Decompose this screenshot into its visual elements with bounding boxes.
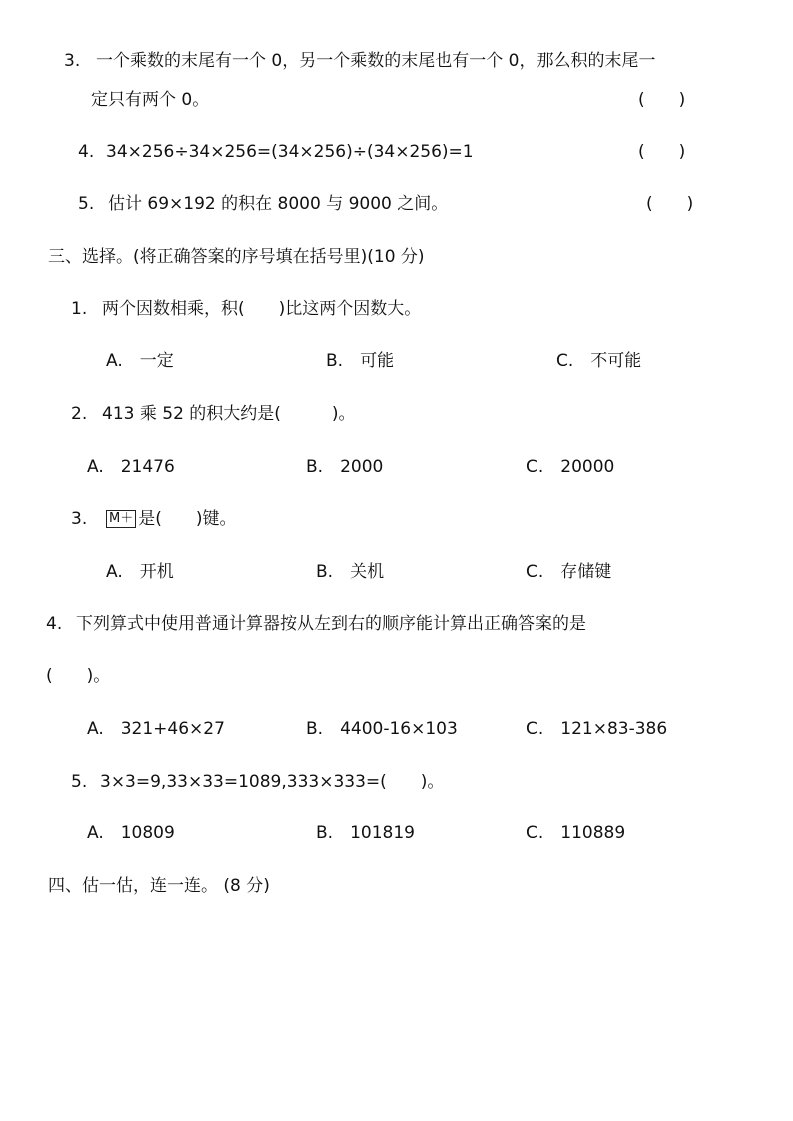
judge-q5-text: 估计 69×192 的积在 8000 与 9000 之间。 (108, 194, 449, 214)
choice-q1-option-a[interactable]: A. 一定 (106, 351, 174, 371)
choice-q4-option-a[interactable]: A. 321+46×27 (87, 719, 225, 739)
choice-q4-number: 4. (46, 614, 63, 634)
judge-q5-number: 5. (78, 194, 95, 214)
choice-q5-option-a[interactable]: A. 10809 (87, 823, 175, 843)
choice-q5-option-b[interactable]: B. 101819 (316, 823, 415, 843)
judge-q3-text-line1: 一个乘数的末尾有一个 0，另一个乘数的末尾也有一个 0，那么积的末尾一 (96, 51, 656, 71)
choice-q2-number: 2. (71, 404, 88, 424)
choice-q5-text: 3×3=9,33×33=1089,333×333=( )。 (100, 772, 445, 792)
choice-q2-option-a[interactable]: A. 21476 (87, 457, 175, 477)
choice-q3-option-c[interactable]: C. 存储键 (526, 562, 612, 582)
choice-q1-text: 两个因数相乘，积( )比这两个因数大。 (102, 299, 422, 319)
judge-q3-number: 3. (64, 51, 81, 71)
choice-q1-option-c[interactable]: C. 不可能 (556, 351, 642, 371)
choice-q4-option-b[interactable]: B. 4400-16×103 (306, 719, 458, 739)
section-3-title: 三、选择。(将正确答案的序号填在括号里)(10 分) (48, 247, 425, 267)
choice-q3-text: 是( )键。 (138, 509, 237, 529)
choice-q4-answer-paren[interactable]: ( )。 (46, 666, 111, 686)
choice-q2-option-c[interactable]: C. 20000 (526, 457, 615, 477)
choice-q3-option-a[interactable]: A. 开机 (106, 562, 174, 582)
choice-q2-text: 413 乘 52 的积大约是( )。 (102, 404, 356, 424)
choice-q5-option-c[interactable]: C. 110889 (526, 823, 626, 843)
judge-q4-text: 34×256÷34×256=(34×256)÷(34×256)=1 (106, 142, 474, 162)
choice-q1-option-b[interactable]: B. 可能 (326, 351, 395, 371)
choice-q3-option-b[interactable]: B. 关机 (316, 562, 385, 582)
choice-q3-number: 3. (71, 509, 88, 529)
judge-q3-answer-paren[interactable]: ( ) (638, 90, 686, 110)
judge-q3-text-line2: 定只有两个 0。 (91, 90, 210, 110)
section-4-title: 四、估一估，连一连。 (8 分) (48, 876, 270, 896)
choice-q4-option-c[interactable]: C. 121×83-386 (526, 719, 668, 739)
judge-q4-answer-paren[interactable]: ( ) (638, 142, 686, 162)
judge-q5-answer-paren[interactable]: ( ) (646, 194, 694, 214)
choice-q3-line (106, 508, 236, 530)
judge-q4-number: 4. (78, 142, 95, 162)
choice-q1-number: 1. (71, 299, 88, 319)
choice-q2-option-b[interactable]: B. 2000 (306, 457, 384, 477)
choice-q4-text: 下列算式中使用普通计算器按从左到右的顺序能计算出正确答案的是 (76, 614, 586, 634)
memory-plus-key-icon: M＋ (106, 510, 136, 528)
choice-q5-number: 5. (71, 772, 88, 792)
